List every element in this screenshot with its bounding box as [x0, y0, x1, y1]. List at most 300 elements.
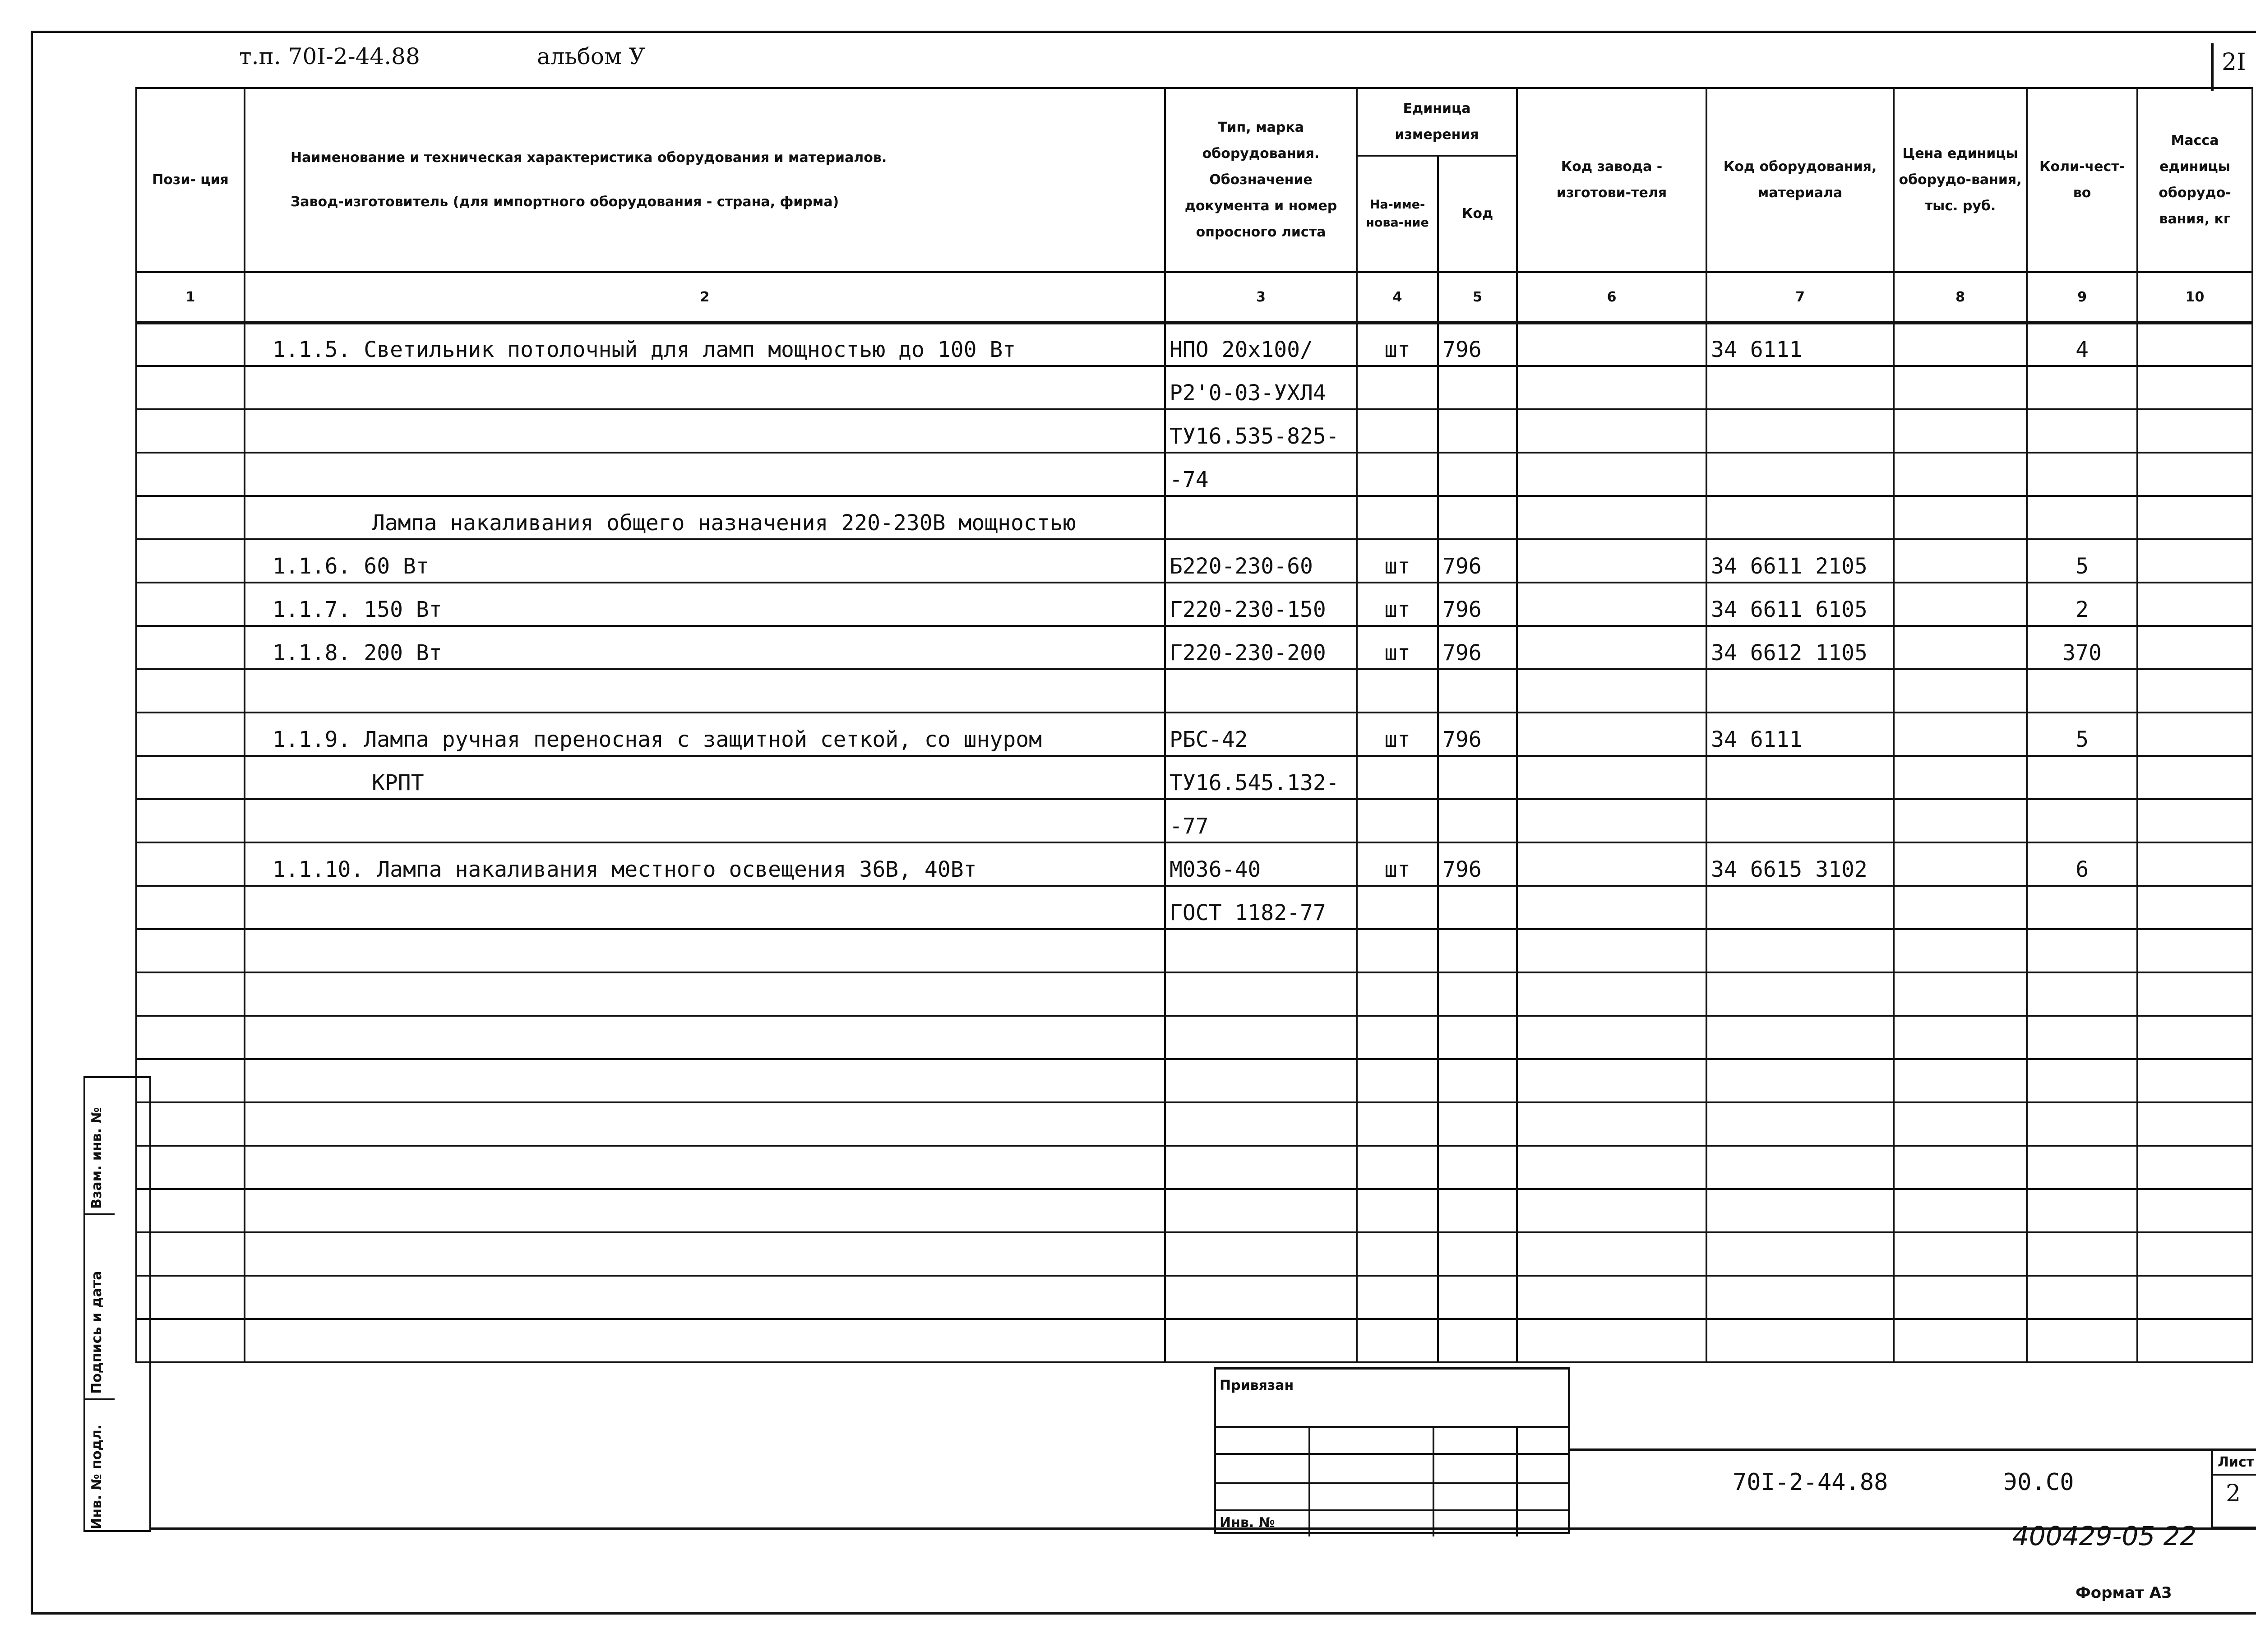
cell-qty — [2027, 409, 2137, 453]
empty-cell — [2027, 929, 2137, 972]
list-box — [2211, 1448, 2256, 1529]
cell-unit — [1357, 669, 1438, 713]
empty-cell — [1438, 1276, 1517, 1319]
cell-pos — [136, 453, 245, 496]
empty-cell — [1706, 1146, 1894, 1189]
cell-mass — [2137, 409, 2252, 453]
cell-name: 1.1.7. 150 Вт — [245, 583, 1165, 626]
cell-qty: 2 — [2027, 583, 2137, 626]
table-row — [136, 756, 2252, 799]
cell-mass — [2137, 886, 2252, 929]
empty-cell — [2137, 929, 2252, 972]
empty-cell — [2137, 1276, 2252, 1319]
cell-price — [1894, 409, 2027, 453]
cell-plant — [1517, 539, 1706, 583]
empty-cell — [2137, 972, 2252, 1016]
cell-code: 796 — [1438, 626, 1517, 669]
cell-pos — [136, 842, 245, 886]
empty-cell — [245, 1232, 1165, 1276]
cell-mass — [2137, 669, 2252, 713]
empty-cell — [1706, 1232, 1894, 1276]
cell-name — [245, 366, 1165, 409]
empty-cell — [136, 1102, 245, 1146]
cell-plant — [1517, 842, 1706, 886]
cell-mass — [2137, 453, 2252, 496]
empty-cell — [136, 1146, 245, 1189]
empty-cell — [2137, 1189, 2252, 1232]
table-row — [136, 583, 2252, 626]
cell-name: Лампа накаливания общего назначения 220-230В мощностью — [245, 496, 1165, 539]
cell-type: Р2'0-03-УХЛ4 — [1165, 366, 1357, 409]
empty-cell — [1894, 1016, 2027, 1059]
empty-cell — [2137, 1232, 2252, 1276]
empty-cell — [136, 1059, 245, 1102]
cell-pos — [136, 496, 245, 539]
empty-cell — [2137, 1319, 2252, 1362]
empty-cell — [245, 1319, 1165, 1362]
side-field-replaced-inv — [85, 1078, 115, 1215]
empty-cell — [1706, 929, 1894, 972]
cell-pos — [136, 626, 245, 669]
side-field-signature — [85, 1213, 115, 1400]
table-row — [136, 453, 2252, 496]
empty-cell — [1438, 1016, 1517, 1059]
cell-mat — [1706, 409, 1894, 453]
empty-cell — [1517, 972, 1706, 1016]
empty-cell — [1438, 1146, 1517, 1189]
table-row — [136, 799, 2252, 842]
empty-cell — [1894, 1059, 2027, 1102]
side-label: Подпись и дата — [89, 1271, 105, 1394]
cell-code — [1438, 756, 1517, 799]
empty-cell — [245, 1059, 1165, 1102]
cell-price — [1894, 366, 2027, 409]
cell-mass — [2137, 323, 2252, 366]
empty-row — [136, 1232, 2252, 1276]
cell-type: ГОСТ 1182-77 — [1165, 886, 1357, 929]
empty-cell — [1894, 1232, 2027, 1276]
empty-cell — [1438, 1059, 1517, 1102]
empty-cell — [136, 1232, 245, 1276]
side-stamp — [83, 1076, 151, 1532]
cell-type: -77 — [1165, 799, 1357, 842]
cell-qty: 5 — [2027, 539, 2137, 583]
empty-cell — [2027, 1146, 2137, 1189]
cell-qty — [2027, 366, 2137, 409]
cell-price — [1894, 626, 2027, 669]
cell-plant — [1517, 669, 1706, 713]
empty-cell — [1165, 929, 1357, 972]
empty-cell — [245, 1016, 1165, 1059]
table-row — [136, 886, 2252, 929]
empty-cell — [1438, 1232, 1517, 1276]
side-field-original-inv — [85, 1398, 115, 1532]
side-label: Взам. инв. № — [89, 1107, 105, 1209]
empty-cell — [1517, 1189, 1706, 1232]
cell-pos — [136, 409, 245, 453]
cell-price — [1894, 842, 2027, 886]
cell-mat — [1706, 669, 1894, 713]
cell-mat — [1706, 756, 1894, 799]
cell-code — [1438, 799, 1517, 842]
cell-unit — [1357, 409, 1438, 453]
cell-name — [245, 453, 1165, 496]
list-label: Лист — [2213, 1451, 2256, 1476]
empty-cell — [245, 1276, 1165, 1319]
cell-name: 1.1.10. Лампа накаливания местного освещения 36В, 40Вт — [245, 842, 1165, 886]
cell-mat — [1706, 496, 1894, 539]
empty-cell — [136, 1276, 245, 1319]
col-header-material-code: Код оборудования, материала — [1706, 88, 1894, 272]
cell-type — [1165, 496, 1357, 539]
cell-code — [1438, 453, 1517, 496]
cell-pos — [136, 539, 245, 583]
cell-mat: 34 6611 2105 — [1706, 539, 1894, 583]
cell-type: -74 — [1165, 453, 1357, 496]
cell-mass — [2137, 583, 2252, 626]
col-number: 1 — [136, 272, 245, 323]
empty-cell — [245, 1146, 1165, 1189]
cell-unit — [1357, 366, 1438, 409]
empty-cell — [2027, 1232, 2137, 1276]
cell-qty — [2027, 886, 2137, 929]
table-row — [136, 366, 2252, 409]
cell-mat — [1706, 886, 1894, 929]
archive-number: 400429-05 22 — [2012, 1521, 2197, 1551]
cell-unit — [1357, 496, 1438, 539]
cell-plant — [1517, 583, 1706, 626]
cell-plant — [1517, 799, 1706, 842]
cell-name: 1.1.6. 60 Вт — [245, 539, 1165, 583]
cell-type: Б220-230-60 — [1165, 539, 1357, 583]
col-number: 5 — [1438, 272, 1517, 323]
cell-price — [1894, 713, 2027, 756]
empty-cell — [1438, 929, 1517, 972]
cell-unit: шт — [1357, 713, 1438, 756]
empty-cell — [2137, 1059, 2252, 1102]
cell-code — [1438, 886, 1517, 929]
table-row — [136, 496, 2252, 539]
cell-qty: 5 — [2027, 713, 2137, 756]
cell-qty: 6 — [2027, 842, 2137, 886]
cell-qty — [2027, 453, 2137, 496]
cell-type: ТУ16.535-825- — [1165, 409, 1357, 453]
cell-name — [245, 799, 1165, 842]
empty-row — [136, 1102, 2252, 1146]
cell-mass — [2137, 366, 2252, 409]
empty-cell — [1165, 972, 1357, 1016]
col-number: 7 — [1706, 272, 1894, 323]
cell-qty — [2027, 669, 2137, 713]
cell-mat: 34 6615 3102 — [1706, 842, 1894, 886]
cell-type — [1165, 669, 1357, 713]
cell-price — [1894, 539, 2027, 583]
cell-pos — [136, 669, 245, 713]
col-number: 2 — [245, 272, 1165, 323]
table-row — [136, 669, 2252, 713]
cell-mat — [1706, 453, 1894, 496]
empty-cell — [1165, 1102, 1357, 1146]
cell-name — [245, 886, 1165, 929]
specification-table — [135, 87, 2253, 1363]
cell-code: 796 — [1438, 323, 1517, 366]
cell-price — [1894, 323, 2027, 366]
stamp-tied-label: Привязан — [1220, 1378, 1294, 1393]
empty-cell — [1894, 1319, 2027, 1362]
cell-mat: 34 6111 — [1706, 323, 1894, 366]
empty-cell — [1438, 1189, 1517, 1232]
cell-price — [1894, 756, 2027, 799]
empty-row — [136, 1016, 2252, 1059]
col-header-unit: Единица измерения — [1357, 88, 1517, 156]
cell-code: 796 — [1438, 842, 1517, 886]
empty-cell — [1517, 929, 1706, 972]
col-header-plant-code: Код завода - изготови-теля — [1517, 88, 1706, 272]
empty-row — [136, 1189, 2252, 1232]
col-number: 10 — [2137, 272, 2252, 323]
empty-cell — [245, 1102, 1165, 1146]
cell-plant — [1517, 409, 1706, 453]
empty-row — [136, 1059, 2252, 1102]
cell-unit: шт — [1357, 323, 1438, 366]
list-number: 2 — [2226, 1480, 2241, 1507]
empty-cell — [2137, 1102, 2252, 1146]
cell-plant — [1517, 323, 1706, 366]
empty-row — [136, 1319, 2252, 1362]
cell-name: 1.1.9. Лампа ручная переносная с защитной сеткой, со шнуром — [245, 713, 1165, 756]
empty-cell — [2027, 1102, 2137, 1146]
cell-pos — [136, 713, 245, 756]
empty-cell — [136, 972, 245, 1016]
empty-cell — [1165, 1232, 1357, 1276]
cell-type: ТУ16.545.132- — [1165, 756, 1357, 799]
side-label: Инв. № подл. — [89, 1424, 105, 1529]
stamp-inv-label: Инв. № — [1220, 1515, 1275, 1531]
empty-row — [136, 929, 2252, 972]
empty-cell — [1517, 1319, 1706, 1362]
empty-cell — [1165, 1016, 1357, 1059]
cell-type: НПО 20х100/ — [1165, 323, 1357, 366]
empty-cell — [136, 1319, 245, 1362]
empty-row — [136, 1146, 2252, 1189]
cell-plant — [1517, 496, 1706, 539]
cell-qty — [2027, 496, 2137, 539]
cell-unit — [1357, 453, 1438, 496]
empty-cell — [2137, 1146, 2252, 1189]
cell-price — [1894, 886, 2027, 929]
col-header-quantity: Коли-чест-во — [2027, 88, 2137, 272]
empty-cell — [1894, 1189, 2027, 1232]
empty-cell — [1357, 972, 1438, 1016]
table-body — [136, 272, 2252, 1362]
cell-unit: шт — [1357, 626, 1438, 669]
empty-cell — [1357, 1276, 1438, 1319]
format-label: Формат А3 — [2076, 1584, 2172, 1602]
cell-mass — [2137, 539, 2252, 583]
cell-name: 1.1.8. 200 Вт — [245, 626, 1165, 669]
col-number: 9 — [2027, 272, 2137, 323]
cell-mass — [2137, 756, 2252, 799]
cell-price — [1894, 583, 2027, 626]
col-number: 3 — [1165, 272, 1357, 323]
table-header — [136, 88, 2252, 272]
empty-cell — [1438, 1102, 1517, 1146]
album-label: альбом У — [537, 43, 645, 69]
empty-cell — [1165, 1276, 1357, 1319]
empty-cell — [1894, 929, 2027, 972]
cell-pos — [136, 583, 245, 626]
empty-cell — [1894, 972, 2027, 1016]
empty-cell — [1357, 1059, 1438, 1102]
empty-cell — [1706, 972, 1894, 1016]
cell-code: 796 — [1438, 583, 1517, 626]
empty-cell — [245, 929, 1165, 972]
cell-mass — [2137, 713, 2252, 756]
cell-mass — [2137, 496, 2252, 539]
col-header-position: Пози- ция — [136, 88, 245, 272]
cell-qty — [2027, 799, 2137, 842]
empty-cell — [2027, 1319, 2137, 1362]
column-numbers-row — [136, 272, 2252, 323]
cell-name: КРПТ — [245, 756, 1165, 799]
cell-name — [245, 409, 1165, 453]
cell-qty: 370 — [2027, 626, 2137, 669]
empty-cell — [1517, 1016, 1706, 1059]
empty-cell — [1357, 1102, 1438, 1146]
empty-cell — [1706, 1276, 1894, 1319]
cell-mat: 34 6612 1105 — [1706, 626, 1894, 669]
document-code: 70I-2-44.88 — [1733, 1469, 1888, 1496]
cell-qty: 4 — [2027, 323, 2137, 366]
empty-cell — [1706, 1189, 1894, 1232]
cell-type: Г220-230-200 — [1165, 626, 1357, 669]
cell-qty — [2027, 756, 2137, 799]
cell-unit — [1357, 756, 1438, 799]
empty-cell — [1165, 1319, 1357, 1362]
empty-cell — [1357, 929, 1438, 972]
binding-stamp — [1214, 1367, 1570, 1534]
cell-plant — [1517, 886, 1706, 929]
table-row — [136, 539, 2252, 583]
empty-cell — [1357, 1146, 1438, 1189]
col-header-type: Тип, марка оборудования. Обозначение документа и номер опросного листа — [1165, 88, 1357, 272]
empty-cell — [1517, 1102, 1706, 1146]
empty-cell — [1894, 1276, 2027, 1319]
cell-code — [1438, 366, 1517, 409]
cell-mat: 34 6611 6105 — [1706, 583, 1894, 626]
cell-type: М036-40 — [1165, 842, 1357, 886]
col-header-price: Цена единицы оборудо-вания, тыс. руб. — [1894, 88, 2027, 272]
col-header-name — [245, 88, 1165, 272]
empty-cell — [1357, 1319, 1438, 1362]
table-row — [136, 409, 2252, 453]
table-row — [136, 842, 2252, 886]
cell-type: Г220-230-150 — [1165, 583, 1357, 626]
empty-cell — [1894, 1146, 2027, 1189]
cell-pos — [136, 323, 245, 366]
empty-cell — [1517, 1059, 1706, 1102]
cell-unit: шт — [1357, 583, 1438, 626]
cell-unit: шт — [1357, 539, 1438, 583]
empty-cell — [1517, 1276, 1706, 1319]
cell-pos — [136, 366, 245, 409]
cell-mat: 34 6111 — [1706, 713, 1894, 756]
cell-name: 1.1.5. Светильник потолочный для ламп мощностью до 100 Вт — [245, 323, 1165, 366]
empty-cell — [2027, 1189, 2137, 1232]
table-row — [136, 626, 2252, 669]
empty-cell — [1165, 1059, 1357, 1102]
empty-cell — [136, 1189, 245, 1232]
cell-pos — [136, 756, 245, 799]
cell-pos — [136, 886, 245, 929]
empty-cell — [1165, 1189, 1357, 1232]
empty-row — [136, 972, 2252, 1016]
col-header-unit-code: Код — [1438, 156, 1517, 272]
cell-code — [1438, 409, 1517, 453]
cell-price — [1894, 669, 2027, 713]
empty-cell — [1438, 972, 1517, 1016]
empty-cell — [2027, 1276, 2137, 1319]
cell-unit: шт — [1357, 842, 1438, 886]
cell-mat — [1706, 799, 1894, 842]
cell-mass — [2137, 799, 2252, 842]
empty-cell — [1706, 1102, 1894, 1146]
col-header-name-line2: Завод-изготовитель (для импортного оборудования - страна, фирма) — [291, 194, 839, 210]
cell-mass — [2137, 626, 2252, 669]
empty-cell — [2027, 1059, 2137, 1102]
cell-unit — [1357, 799, 1438, 842]
sheet-number: 2I — [2211, 43, 2256, 91]
cell-plant — [1517, 756, 1706, 799]
cell-code — [1438, 496, 1517, 539]
col-header-name-line1: Наименование и техническая характеристика оборудования и материалов. — [291, 150, 887, 166]
table-row — [136, 713, 2252, 756]
empty-cell — [1438, 1319, 1517, 1362]
empty-cell — [1894, 1102, 2027, 1146]
empty-cell — [1357, 1189, 1438, 1232]
bottom-rule — [151, 1527, 2256, 1530]
cell-plant — [1517, 626, 1706, 669]
document-suffix: Э0.С0 — [2003, 1469, 2074, 1496]
empty-cell — [136, 1016, 245, 1059]
cell-mass — [2137, 842, 2252, 886]
cell-plant — [1517, 713, 1706, 756]
empty-cell — [1357, 1016, 1438, 1059]
empty-cell — [1517, 1232, 1706, 1276]
cell-unit — [1357, 886, 1438, 929]
col-header-mass: Масса единицы оборудо-вания, кг — [2137, 88, 2252, 272]
empty-cell — [245, 972, 1165, 1016]
cell-plant — [1517, 453, 1706, 496]
empty-cell — [245, 1189, 1165, 1232]
empty-row — [136, 1276, 2252, 1319]
col-number: 6 — [1517, 272, 1706, 323]
col-number: 8 — [1894, 272, 2027, 323]
cell-type: РБС-42 — [1165, 713, 1357, 756]
cell-price — [1894, 453, 2027, 496]
cell-code: 796 — [1438, 713, 1517, 756]
empty-cell — [1706, 1016, 1894, 1059]
document-title: т.п. 70I-2-44.88 — [239, 43, 420, 69]
empty-cell — [2027, 1016, 2137, 1059]
cell-price — [1894, 496, 2027, 539]
empty-cell — [2027, 972, 2137, 1016]
cell-plant — [1517, 366, 1706, 409]
empty-cell — [1706, 1319, 1894, 1362]
empty-cell — [1165, 1146, 1357, 1189]
cell-name — [245, 669, 1165, 713]
empty-cell — [1706, 1059, 1894, 1102]
